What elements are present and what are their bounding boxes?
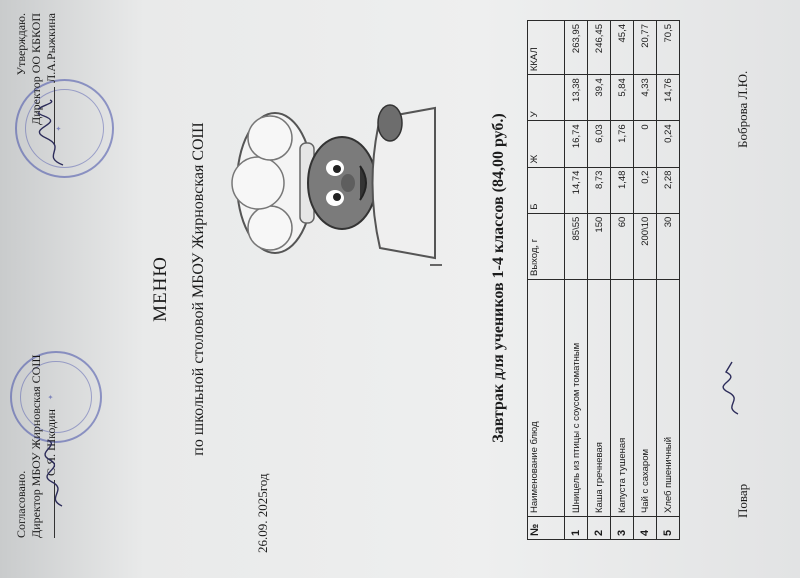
dish-protein: 8,73 [588,167,611,213]
header-carbs: У [528,75,565,121]
dish-kcal: 246,45 [588,21,611,75]
dish-fat: 0,24 [657,121,680,167]
dish-carbs: 5,84 [611,75,634,121]
row-number: 4 [634,517,657,540]
dish-name: Хлеб пшеничный [657,280,680,517]
agreed-label: Согласовано. [14,470,28,538]
header-number: № [528,517,565,540]
table-header-row [528,21,565,540]
approved-signer: Л.А.Рыжкина [44,13,58,83]
header-protein: Б [528,167,565,213]
table-row [634,21,657,540]
meal-title: Завтрак для учеников 1-4 классов (84,00 руб.) [490,113,507,443]
dish-yield: 30 [657,213,680,279]
chef-illustration-icon [230,88,445,278]
cook-name: Боброва Л.Ю. [735,70,750,148]
dish-protein: 1,48 [611,167,634,213]
dish-yield: 85\55 [565,213,588,279]
dish-yield: 150 [588,213,611,279]
header-kcal: ККАЛ [528,21,565,75]
page-subtitle: по школьной столовой МБОУ Жирновская СОШ [190,122,207,456]
row-number: 1 [565,517,588,540]
menu-table [527,20,680,540]
dish-kcal: 263,95 [565,21,588,75]
table-row [565,21,588,540]
agreed-signer: С.Я. Шкодин [44,409,58,476]
header-yield: Выход, г [528,213,565,279]
dish-name: Каша гречневая [588,280,611,517]
agreed-signature-icon [40,438,70,508]
table-row [611,21,634,540]
dish-name: Капуста тушеная [611,280,634,517]
dish-name: Шницель из птицы с соусом томатным [565,280,588,517]
dish-carbs: 14,76 [657,75,680,121]
school-stamp-icon: ✦ [10,351,102,443]
dish-kcal: 45,4 [611,21,634,75]
header-dish-name: Наименование блюд [528,280,565,517]
dish-protein: 2,28 [657,167,680,213]
table-row [657,21,680,540]
menu-date: 26.09. 2025год [255,473,270,553]
row-number: 2 [588,517,611,540]
cook-label: Повар [735,483,750,518]
page-title: МЕНЮ [150,256,171,322]
dish-fat: 1,76 [611,121,634,167]
dish-kcal: 20,77 [634,21,657,75]
approved-label: Утверждаю. [14,13,28,76]
dish-protein: 0,2 [634,167,657,213]
dish-kcal: 70,5 [657,21,680,75]
row-number: 5 [657,517,680,540]
dish-fat: 0 [634,121,657,167]
dish-yield: 60 [611,213,634,279]
dish-fat: 16,74 [565,121,588,167]
dish-protein: 14,74 [565,167,588,213]
dish-carbs: 39,4 [588,75,611,121]
approved-signature-icon [38,98,70,168]
dish-carbs: 13,38 [565,75,588,121]
cook-signature-icon [718,358,748,418]
approval-stamp-icon: ✦ [15,79,114,178]
dish-carbs: 4,33 [634,75,657,121]
agreed-position: Директор МБОУ Жирновская СОШ [29,354,43,538]
dish-fat: 6,03 [588,121,611,167]
dish-name: Чай с сахаром [634,280,657,517]
row-number: 3 [611,517,634,540]
dish-yield: 200\10 [634,213,657,279]
header-fat: Ж [528,121,565,167]
approved-position: Директор ОО КБКОП [29,13,43,125]
table-row [588,21,611,540]
